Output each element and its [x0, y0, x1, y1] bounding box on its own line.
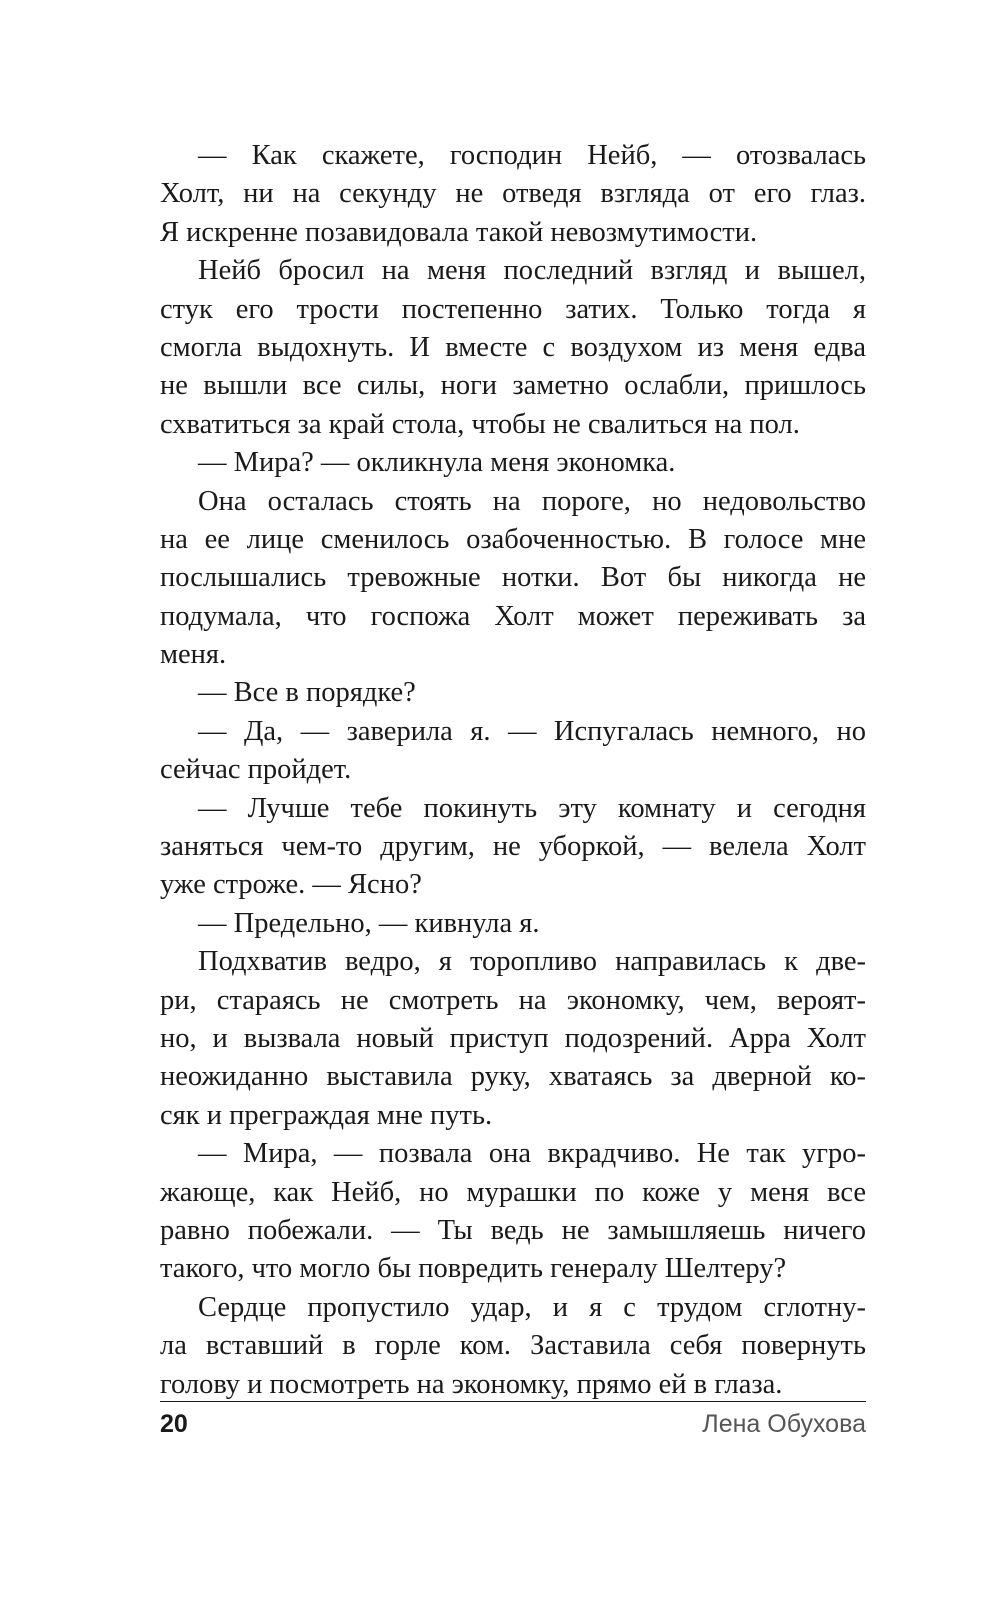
text-line: сейчас пройдет.: [160, 754, 352, 786]
text-line: заняться чем-то другим, не уборкой, — велела Холт: [160, 831, 866, 863]
text-line: — Лучше тебе покинуть эту комнату и сегодня: [198, 792, 866, 824]
text-line: подумала, что госпожа Холт может переживать за: [160, 600, 866, 632]
text-line: ри, стараясь не смотреть на экономку, чем, вероят-: [160, 984, 866, 1016]
text-line: такого, что могло бы повредить генералу Шелтеру?: [160, 1253, 787, 1285]
text-line: — Мира, — позвала она вкрадчиво. Не так угро-: [198, 1138, 866, 1170]
text-line: Подхватив ведро, я торопливо направилась к две-: [198, 946, 866, 978]
text-line: — Предельно, — кивнула я.: [198, 907, 540, 939]
text-line: Она осталась стоять на пороге, но недовольство: [198, 485, 866, 517]
text-line: на ее лице сменилось озабоченностью. В голосе мне: [160, 523, 866, 555]
text-line: равно побежали. — Ты ведь не замышляешь ничего: [160, 1214, 866, 1246]
text-line: Сердце пропустило удар, и я с трудом сглотну-: [198, 1291, 866, 1323]
text-line: неожиданно выставила руку, хватаясь за дверной ко-: [160, 1061, 866, 1093]
text-line: меня.: [160, 639, 227, 671]
footer-divider: [160, 1401, 866, 1402]
text-line: но, и вызвала новый приступ подозрений. Арра Холт: [160, 1022, 866, 1054]
text-line: Холт, ни на секунду не отведя взгляда от его глаз.: [160, 178, 866, 210]
text-line: — Все в порядке?: [198, 677, 416, 709]
text-line: ла вставший в горле ком. Заставила себя повернуть: [160, 1330, 866, 1362]
text-line: жающе, как Нейб, но мурашки по коже у меня все: [160, 1176, 866, 1208]
text-line: схватиться за край стола, чтобы не свалиться на пол.: [160, 408, 800, 440]
text-line: сяк и преграждая мне путь.: [160, 1099, 493, 1131]
text-line: послышались тревожные нотки. Вот бы никогда не: [160, 562, 866, 594]
text-line: — Как скажете, господин Нейб, — отозвалась: [198, 140, 866, 171]
text-line: уже строже. — Ясно?: [160, 869, 422, 901]
text-line: не вышли все силы, ноги заметно ослабли, пришлось: [160, 370, 866, 402]
page-number: 20: [160, 1410, 188, 1438]
author-name: Лена Обухова: [702, 1410, 866, 1438]
book-page-text: [160, 137, 866, 1404]
text-line: — Мира? — окликнула меня экономка.: [198, 447, 676, 479]
text-line: — Да, — заверила я. — Испугалась немного, но: [198, 715, 866, 747]
text-line: смогла выдохнуть. И вместе с воздухом из меня едва: [160, 331, 866, 363]
text-line: Я искренне позавидовала такой невозмутимости.: [160, 216, 758, 248]
text-line: стук его трости постепенно затих. Только тогда я: [160, 293, 866, 325]
text-line: голову и посмотреть на экономку, прямо ей в глаза.: [160, 1368, 783, 1400]
text-line: Нейб бросил на меня последний взгляд и вышел,: [198, 255, 866, 287]
